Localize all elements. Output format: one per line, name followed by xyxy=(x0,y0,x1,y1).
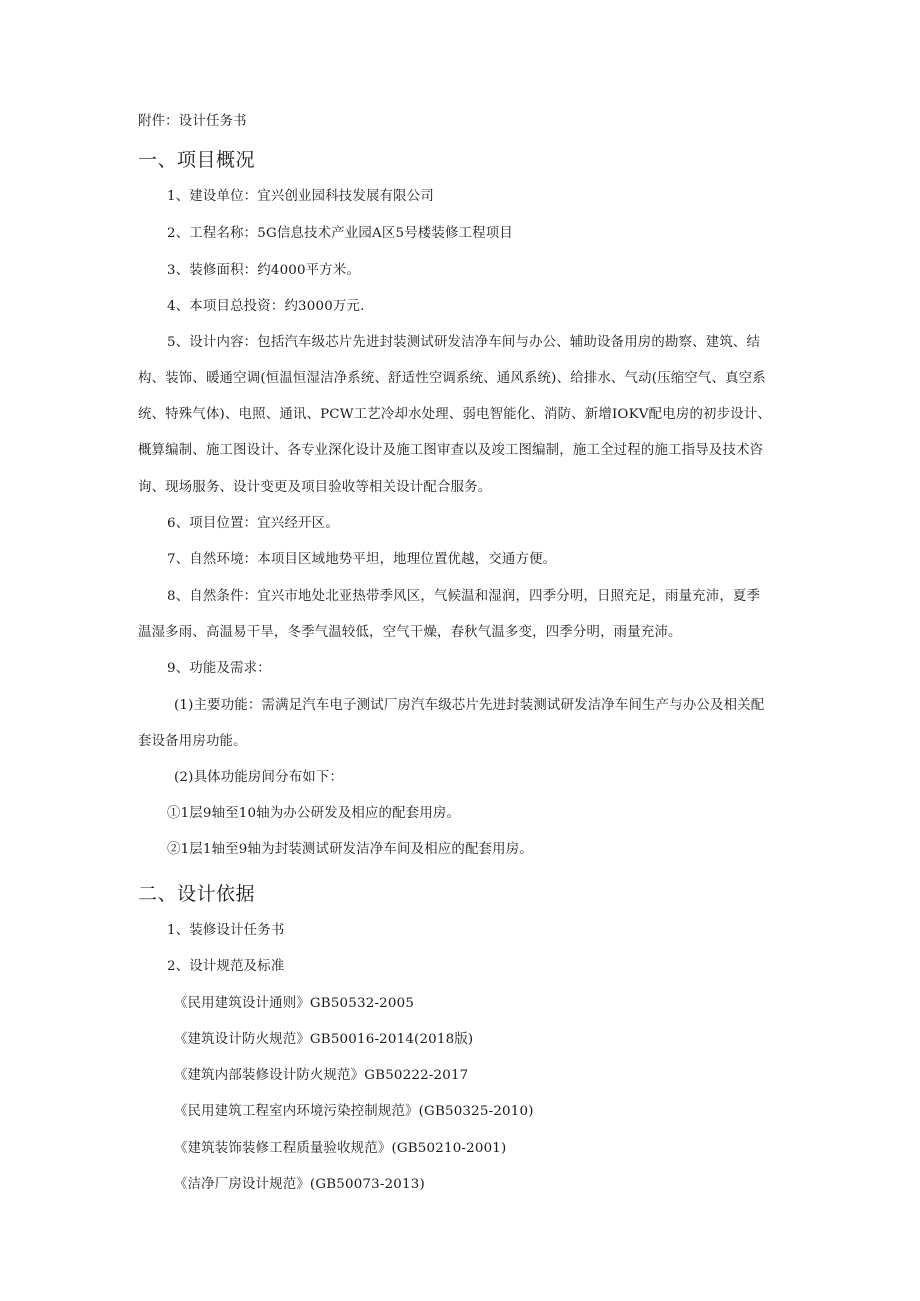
overview-item-8-line-1: 8、自然条件：宜兴市地处北亚热带季风区，气候温和湿润，四季分明，日照充足，雨量充沛，夏季 xyxy=(167,589,761,604)
overview-item-2: 2、工程名称：5G信息技术产业园A区5号楼装修工程项目 xyxy=(167,226,513,241)
standard-item-6: 《洁净厂房设计规范》(GB50073-2013) xyxy=(174,1177,425,1192)
function-1-line-1: (1)主要功能：需满足汽车电子测试厂房汽车级芯片先进封装测试研发洁净车间生产与办公及相关配 xyxy=(174,698,765,713)
function-2: (2)具体功能房间分布如下： xyxy=(174,770,344,785)
overview-item-5-line-2: 构、装饰、暖通空调(恒温恒湿洁净系统、舒适性空调系统、通风系统)、给排水、气动(压缩空气、真空系 xyxy=(138,371,766,386)
basis-item-2: 2、设计规范及标准 xyxy=(167,959,285,974)
attachment-title: 附件：设计任务书 xyxy=(138,114,247,129)
basis-item-1: 1、装修设计任务书 xyxy=(167,923,285,938)
section-heading-design-basis: 二、设计依据 xyxy=(138,883,256,905)
overview-item-8-line-2: 温湿多雨、高温易干旱，冬季气温较低，空气干燥，春秋气温多变，四季分明，雨量充沛。 xyxy=(138,625,682,640)
section-heading-overview: 一、项目概况 xyxy=(138,149,256,171)
standard-item-5: 《建筑装饰装修工程质量验收规范》(GB50210-2001) xyxy=(174,1141,507,1156)
standard-item-1: 《民用建筑设计通则》GB50532-2005 xyxy=(174,996,415,1011)
overview-item-4: 4、本项目总投资：约3000万元. xyxy=(167,299,365,314)
standard-item-2: 《建筑设计防火规范》GB50016-2014(2018版) xyxy=(174,1032,474,1047)
overview-item-3: 3、装修面积：约4000平方米。 xyxy=(167,263,361,278)
standard-item-4: 《民用建筑工程室内环境污染控制规范》(GB50325-2010) xyxy=(174,1104,534,1119)
overview-item-7: 7、自然环境：本项目区域地势平坦，地理位置优越，交通方便。 xyxy=(167,552,557,567)
room-item-2: ②1层1轴至9轴为封装测试研发洁净车间及相应的配套用房。 xyxy=(167,842,533,857)
overview-item-5-line-4: 概算编制、施工图设计、各专业深化设计及施工图审查以及竣工图编制，施工全过程的施工指导及技术咨 xyxy=(138,443,764,458)
overview-item-5-line-3: 统、特殊气体)、电照、通讯、PCW工艺冷却水处理、弱电智能化、消防、新增IOKV配电房的初步设计、 xyxy=(138,407,771,422)
overview-item-5-line-1: 5、设计内容：包括汽车级芯片先进封装测试研发洁净车间与办公、辅助设备用房的勘察、建筑、结 xyxy=(167,335,761,350)
room-item-1: ①1层9轴至10轴为办公研发及相应的配套用房。 xyxy=(167,806,461,821)
overview-item-6: 6、项目位置：宜兴经开区。 xyxy=(167,516,339,531)
function-1-line-2: 套设备用房功能。 xyxy=(138,734,247,749)
standard-item-3: 《建筑内部装修设计防火规范》GB50222-2017 xyxy=(174,1068,469,1083)
overview-item-9: 9、功能及需求： xyxy=(167,661,271,676)
overview-item-1: 1、建设单位：宜兴创业园科技发展有限公司 xyxy=(167,189,434,204)
overview-item-5-line-5: 询、现场服务、设计变更及项目验收等相关设计配合服务。 xyxy=(138,480,492,495)
